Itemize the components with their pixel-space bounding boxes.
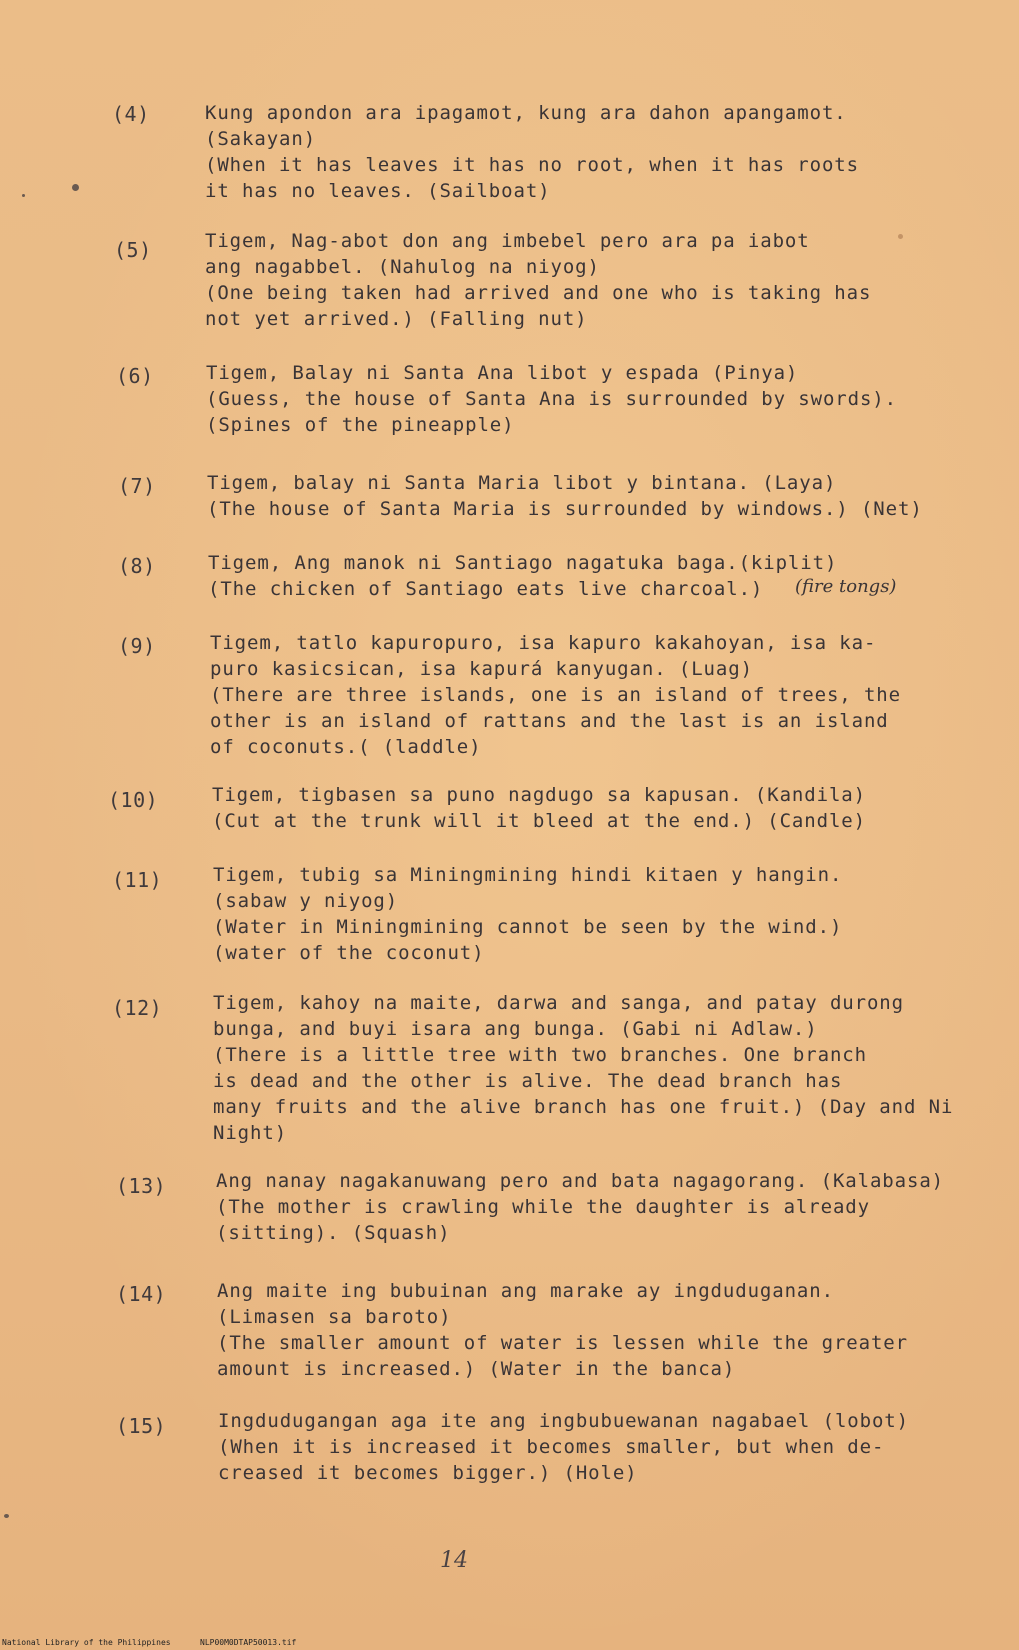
riddle-number: (8) [118,554,156,578]
riddle-line: (The mother is crawling while the daughter is already [216,1196,870,1218]
riddle-number: (6) [116,364,154,388]
riddle-line: Kung apondon ara ipagamot, kung ara dahon apangamot. [205,102,847,124]
riddle-line: (The smaller amount of water is lessen while the greater [217,1332,908,1354]
riddle-number: (11) [112,868,163,892]
riddle-line: (Guess, the house of Santa Ana is surrounded by swords). [206,388,897,410]
riddle-line: Tigem, Nag-abot don ang imbebel pero ara pa iabot [205,230,810,252]
riddle-number: (10) [108,788,159,812]
riddle-line: (One being taken had arrived and one who is taking has [205,282,872,304]
riddle-line: it has no leaves. (Sailboat) [205,180,551,202]
riddle-line: not yet arrived.) (Falling nut) [205,308,588,330]
riddle-line: Night) [213,1122,288,1144]
riddle-line: ang nagabbel. (Nahulog na niyog) [205,256,600,278]
riddle-line: (Spines of the pineapple) [206,414,515,436]
scan-speck [72,184,79,191]
riddle-number: (15) [116,1414,167,1438]
scan-speck [4,1514,9,1518]
riddle-line: (sitting). (Squash) [216,1222,451,1244]
riddle-line: (water of the coconut) [213,942,485,964]
riddle-line: (Limasen sa baroto) [217,1306,452,1328]
riddle-number: (13) [116,1174,167,1198]
riddle-line: Ang nanay nagakanuwang pero and bata nagagorang. (Kalabasa) [216,1170,944,1192]
riddle-line: Tigem, Ang manok ni Santiago nagatuka baga.(kiplit) [208,552,838,574]
riddle-line: (The chicken of Santiago eats live charcoal.) [208,578,764,600]
riddle-line: (Cut at the trunk will it bleed at the end.) (Candle) [212,810,866,832]
riddle-line: Tigem, tigbasen sa puno nagdugo sa kapusan. (Kandila) [212,784,866,806]
riddle-line: (When it has leaves it has no root, when it has roots [205,154,859,176]
riddle-line: (When it is increased it becomes smaller, but when de- [218,1436,885,1458]
riddle-line: Tigem, tatlo kapuropuro, isa kapuro kakahoyan, isa ka- [210,632,877,654]
riddle-line: other is an island of rattans and the last is an island [210,710,889,732]
riddle-line: (The house of Santa Maria is surrounded by windows.) (Net) [207,498,923,520]
riddle-line: puro kasicsican, isa kapurá kanyugan. (Luag) [210,658,753,680]
riddle-line: Ang maite ing bubuinan ang marake ay ingduduganan. [217,1280,834,1302]
footer-source: National Library of the Philippines [2,1638,171,1647]
riddle-line: is dead and the other is alive. The dead branch has [213,1070,843,1092]
riddle-line: (sabaw y niyog) [213,890,399,912]
footer-filename: NLP00M0DTAP50013.tif [200,1638,297,1647]
riddle-number: (7) [118,474,156,498]
riddle-line: Ingdudugangan aga ite ang ingbubuewanan nagabael (lobot) [218,1410,909,1432]
riddle-line: bunga, and buyi isara ang bunga. (Gabi ni Adlaw.) [213,1018,818,1040]
riddle-line: (Sakayan) [205,128,317,150]
page-number: 14 [440,1548,468,1573]
riddle-number: (12) [112,996,163,1020]
riddle-line: creased it becomes bigger.) (Hole) [218,1462,638,1484]
riddle-line: of coconuts.( (laddle) [210,736,482,758]
riddle-number: (14) [116,1282,167,1306]
riddle-line: Tigem, kahoy na maite, darwa and sanga, and patay durong [213,992,904,1014]
scan-speck [22,194,25,197]
riddle-number: (5) [114,238,152,262]
handwritten-annotation: (fire tongs) [795,576,897,597]
riddle-number: (4) [112,102,150,126]
riddle-line: many fruits and the alive branch has one fruit.) (Day and Ni [213,1096,954,1118]
riddle-line: (There are three islands, one is an island of trees, the [210,684,901,706]
riddle-line: Tigem, tubig sa Miningmining hindi kitaen y hangin. [213,864,843,886]
riddle-line: (There is a little tree with two branches. One branch [213,1044,867,1066]
riddle-line: Tigem, balay ni Santa Maria libot y bintana. (Laya) [207,472,837,494]
riddle-line: Tigem, Balay ni Santa Ana libot y espada (Pinya) [206,362,799,384]
riddle-number: (9) [118,634,156,658]
riddle-line: (Water in Miningmining cannot be seen by the wind.) [213,916,843,938]
scan-speck [898,234,903,239]
riddle-line: amount is increased.) (Water in the banca) [217,1358,736,1380]
